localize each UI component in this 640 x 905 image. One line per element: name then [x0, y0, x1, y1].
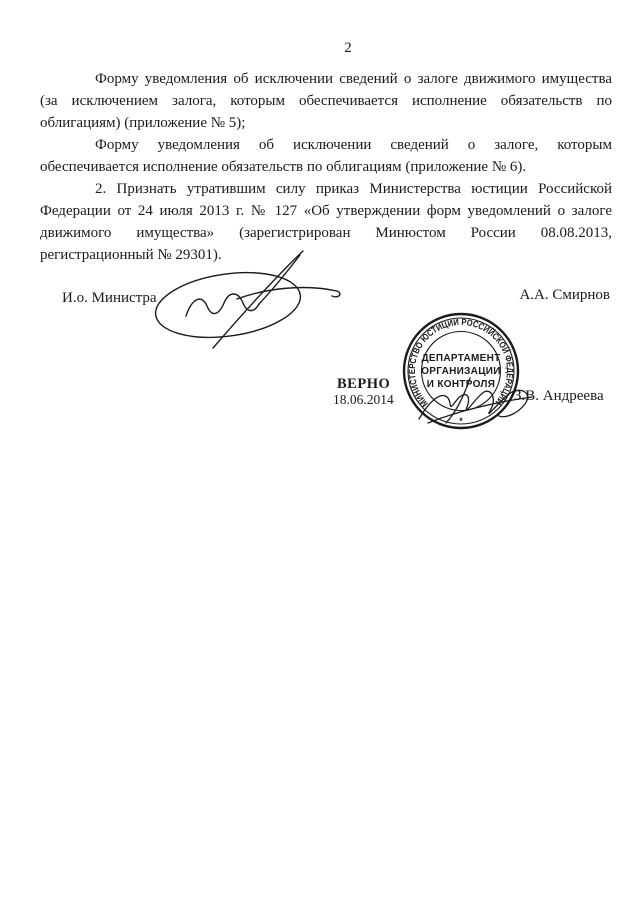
text-line: Форму уведомления об исключении сведений о залоге, которым: [95, 137, 612, 153]
certification-label: ВЕРНО: [337, 376, 391, 392]
text-line: 2. Признать утратившим силу приказ Министерства юстиции Российской: [95, 181, 612, 197]
paragraph: [40, 178, 612, 266]
signer-title: И.о. Министра: [62, 290, 157, 306]
text-line: облигациям) (приложение № 5);: [40, 115, 246, 131]
certifier-name: З.В. Андреева: [514, 388, 604, 404]
text-line: (за исключением залога, которым обеспечивается исполнение обязательств по: [40, 93, 612, 109]
stamp-ring-text: МИНИСТЕРСТВО ЮСТИЦИИ РОССИЙСКОЙ ФЕДЕРАЦИИ: [406, 316, 516, 409]
stamp-center-line: И КОНТРОЛЯ: [426, 379, 496, 390]
text-line: обеспечивается исполнение обязательств по облигациям (приложение № 6).: [40, 159, 527, 175]
stamp-center-line: ОРГАНИЗАЦИИ: [421, 366, 501, 377]
text-line: регистрационный № 29301).: [40, 247, 222, 263]
document-body: [40, 68, 612, 266]
text-line: движимого имущества» (зарегистрирован Минюстом России 08.08.2013,: [40, 225, 612, 241]
text-line: Форму уведомления об исключении сведений о залоге движимого имущества: [95, 71, 612, 87]
stamp-second-ring: [408, 318, 514, 424]
paragraph: [40, 68, 612, 134]
signer-name: А.А. Смирнов: [519, 287, 610, 303]
certification-date: 18.06.2014: [333, 392, 394, 407]
text-line: Федерации от 24 июля 2013 г. № 127 «Об утверждении форм уведомлений о залоге: [40, 203, 612, 219]
paragraph: [40, 134, 612, 178]
stamp-outer-ring: [404, 314, 518, 428]
stamp-star-separator: *: [459, 416, 463, 426]
official-stamp: [404, 314, 532, 428]
stamp-inner-ring: [422, 332, 501, 411]
page-number: 2: [344, 40, 352, 56]
stamp-center-line: ДЕПАРТАМЕНТ: [421, 353, 501, 364]
